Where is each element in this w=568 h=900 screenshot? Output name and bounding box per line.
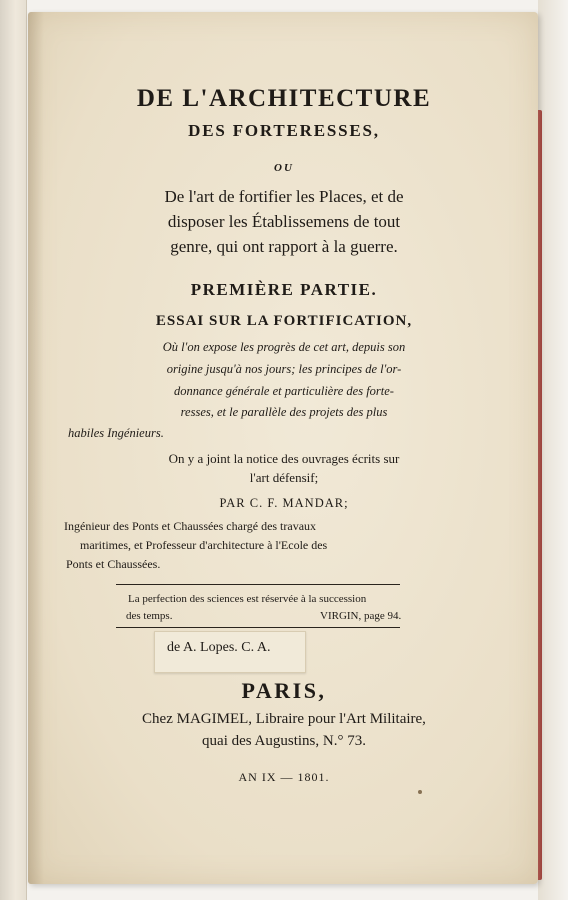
notice-line: On y a joint la notice des ouvrages écrits sur <box>168 451 400 466</box>
description-line: habiles Ingénieurs. <box>68 426 164 440</box>
foxing-spot <box>418 790 422 794</box>
epigraph-line: La perfection des sciences est réservée à la succession <box>128 593 367 605</box>
publication-date: AN IX — 1801. <box>238 770 330 784</box>
ownership-label-text: de A. Lopes. C. A. <box>167 640 271 655</box>
subtitle-line: De l'art de fortifier les Places, et de <box>164 187 404 206</box>
subtitle-line: genre, qui ont rapport à la guerre. <box>170 237 398 256</box>
part-heading: PREMIÈRE PARTIE. <box>190 280 378 299</box>
title-page <box>28 12 538 884</box>
title-line-2: DES FORTERESSES, <box>188 121 380 140</box>
author-credentials-line: maritimes, et Professeur d'architecture à l'Ecole des <box>80 538 328 552</box>
description-line: Où l'on expose les progrès de cet art, depuis son <box>162 340 406 354</box>
notice-line: l'art défensif; <box>249 470 319 485</box>
page-gutter-shadow <box>28 12 44 884</box>
essay-title: ESSAI SUR LA FORTIFICATION, <box>155 313 413 329</box>
description-line: resses, et le parallèle des projets des plus <box>180 405 388 419</box>
author-credentials-line: Ingénieur des Ponts et Chaussées chargé des travaux <box>64 519 317 533</box>
publisher-line: Chez MAGIMEL, Libraire pour l'Art Militaire, <box>142 711 426 727</box>
epigraph-line: des temps. <box>126 610 173 622</box>
subtitle-line: disposer les Établissemens de tout <box>167 212 401 231</box>
epigraph-rule-top <box>116 584 400 585</box>
description-line: origine jusqu'à nos jours; les principes de l'or- <box>166 362 402 376</box>
connector-ou: OU <box>274 162 294 174</box>
publisher-line: quai des Augustins, N.° 73. <box>202 733 366 749</box>
epigraph-rule-bottom <box>116 627 400 628</box>
epigraph-source: VIRGIN, page 94. <box>320 610 402 622</box>
description-line: donnance générale et particulière des forte- <box>174 384 394 398</box>
author-line: PAR C. F. MANDAR; <box>219 496 349 510</box>
author-credentials-line: Ponts et Chaussées. <box>66 557 161 571</box>
title-line-1: DE L'ARCHITECTURE <box>136 85 432 112</box>
imprint-city: PARIS, <box>241 678 327 703</box>
